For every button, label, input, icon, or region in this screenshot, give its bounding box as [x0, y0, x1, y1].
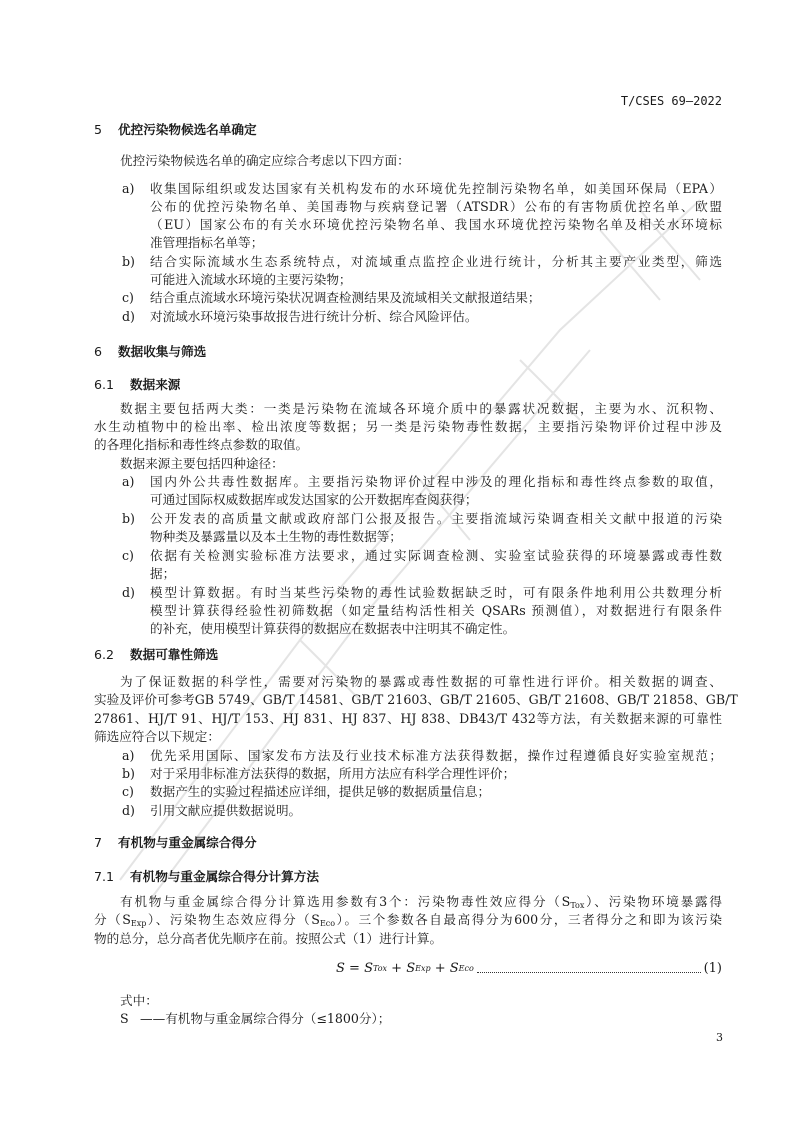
list-marker: a) — [122, 181, 135, 196]
formula-number: (1) — [703, 961, 722, 976]
where-label: 式中： — [120, 993, 158, 1008]
list-marker: b) — [122, 254, 135, 269]
list-item-line: 的补充，使用模型计算获得的数据应在数据表中注明其不确定性。 — [150, 621, 516, 636]
paragraph-line: 27861、HJ/T 91、HJ/T 153、HJ 831、HJ 837、HJ 838、DB43/T 432等方法，有关数据来源的可靠性 — [94, 711, 722, 726]
section-7-1-heading — [94, 867, 319, 887]
list-marker: b) — [122, 511, 135, 526]
paragraph-line: 的各理化指标和毒性终点参数的取值。 — [94, 437, 309, 452]
list-marker: d) — [122, 309, 135, 324]
subscript: Exp — [130, 919, 147, 928]
section-number: 6.2 — [94, 647, 115, 662]
definition-text: ——有机物与重金属综合得分（≤1800分）； — [140, 1011, 391, 1026]
paragraph-line: 为了保证数据的科学性，需要对污染物的暴露或毒性数据的可靠性进行评价。相关数据的调查、 — [120, 674, 722, 689]
formula-operator: + — [430, 961, 450, 976]
text: ）、污染物生态效应得分（S — [146, 912, 320, 927]
paragraph-line: 实验及评价可参考GB 5749、GB/T 14581、GB/T 21603、GB/T 21605、GB/T 21608、GB/T 21858、GB/T — [94, 692, 738, 707]
formula-subscript: Tox — [372, 964, 388, 973]
formula-symbol: S — [336, 961, 345, 976]
section-6-2-heading — [94, 645, 218, 665]
formula-symbol: S — [449, 961, 459, 976]
formula-1 — [336, 959, 722, 979]
section-title: 数据收集与筛选 — [118, 344, 207, 359]
section-title: 有机物与重金属综合得分计算方法 — [130, 869, 319, 884]
formula-symbol: S — [406, 961, 416, 976]
dot-leader — [477, 972, 701, 973]
list-marker: d) — [122, 803, 135, 818]
paragraph-line: 水生动植物中的检出率、检出浓度等数据；另一类是污染物毒性数据，主要指污染物评价过程中涉及 — [94, 419, 722, 434]
list-item-line: 据； — [150, 566, 176, 581]
document-number: T/CSES 69—2022 — [620, 94, 722, 108]
paragraph-line: 物的总分，总分高者优先顺序在前。按照公式（1）进行计算。 — [94, 931, 443, 946]
list-item-line: 依据有关检测实验标准方法要求，通过实际调查检测、实验室试验获得的环境暴露或毒性数 — [150, 548, 722, 563]
subscript: Eco — [319, 919, 336, 928]
list-marker: c) — [122, 290, 134, 305]
paragraph-line: 数据主要包括两大类：一类是污染物在流域各环境介质中的暴露状况数据，主要为水、沉积物、 — [120, 401, 722, 416]
list-marker: c) — [122, 548, 134, 563]
list-item-line: 公开发表的高质量文献或政府部门公报及报告。主要指流域污染调查相关文献中报道的污染 — [150, 511, 722, 526]
list-item-line: 准管理指标名单等； — [150, 235, 264, 250]
list-item-line: 可能进入流域水环境的主要污染物； — [150, 272, 352, 287]
formula-subscript: Exp — [415, 964, 431, 973]
section-7-heading — [94, 833, 257, 853]
section-number: 6.1 — [94, 377, 115, 392]
subscript: Tox — [570, 901, 585, 910]
section-number: 6 — [94, 344, 103, 359]
list-item-line: 模型计算数据。有时当某些污染物的毒性试验数据缺乏时，可有限条件地利用公共数理分析 — [150, 585, 722, 600]
text: ）。三个参数各自最高得分为600分，三者得分之和即为该污染 — [335, 912, 722, 927]
section-6-1-heading — [94, 375, 180, 395]
list-marker: d) — [122, 585, 135, 600]
paragraph-line: 数据来源主要包括四种途径： — [120, 456, 284, 471]
section-number: 7.1 — [94, 869, 115, 884]
list-item-line: 模型计算获得经验性初筛数据（如定量结构活性相关 QSARs 预测值），对数据进行有限条件 — [150, 603, 722, 618]
list-item-line: 引用文献应提供数据说明。 — [150, 803, 302, 818]
section-6-heading — [94, 342, 206, 362]
text: 分（S — [94, 912, 131, 927]
list-item-line: 对流域水环境污染事故报告进行统计分析、综合风险评估。 — [150, 309, 478, 324]
paragraph-line — [94, 911, 722, 929]
list-item-line: 可通过国际权威数据库或发达国家的公开数据库查阅获得； — [150, 492, 478, 507]
page-number: 3 — [716, 1031, 723, 1044]
list-item-line: 公布的优控污染物名单、美国毒物与疾病登记署（ATSDR）公布的有害物质优控名单、欧盟 — [150, 199, 722, 214]
formula-operator: = — [344, 961, 365, 976]
list-item-line: 数据产生的实验过程描述应详细，提供足够的数据质量信息； — [150, 784, 491, 799]
list-item-line: 国内外公共毒性数据库。主要指污染物评价过程中涉及的理化指标和毒性终点参数的取值， — [150, 474, 722, 489]
list-item-line: 优先采用国际、国家发布方法及行业技术标准方法获得数据，操作过程遵循良好实验室规范； — [150, 748, 722, 763]
list-item-line: （EU）国家公布的有关水环境优控污染物名单、我国水环境优控污染物名单及相关水环境标 — [150, 217, 722, 232]
paragraph: 优控污染物候选名单的确定应综合考虑以下四方面： — [120, 153, 410, 168]
formula-operator: + — [387, 961, 407, 976]
list-item-line: 物种类及暴露量以及本土生物的毒性数据等； — [150, 529, 402, 544]
paragraph-line: 筛选应符合以下规定： — [94, 729, 220, 744]
list-item-line: 结合重点流域水环境污染状况调查检测结果及流域相关文献报道结果； — [150, 290, 541, 305]
section-number: 7 — [94, 835, 103, 850]
section-5-heading — [94, 120, 257, 140]
definition-symbol: S — [120, 1011, 129, 1026]
list-marker: c) — [122, 784, 134, 799]
formula-subscript: Eco — [458, 964, 474, 973]
list-item-line: 结合实际流域水生态系统特点，对流域重点监控企业进行统计，分析其主要产业类型，筛选 — [150, 254, 722, 269]
list-marker: a) — [122, 748, 135, 763]
text: 有机物与重金属综合得分计算选用参数有3个：污染物毒性效应得分（S — [120, 894, 571, 909]
section-title: 优控污染物候选名单确定 — [118, 122, 257, 137]
list-marker: a) — [122, 474, 135, 489]
section-number: 5 — [94, 122, 103, 137]
list-marker: b) — [122, 766, 135, 781]
list-item-line: 对于采用非标准方法获得的数据，所用方法应有科学合理性评价； — [150, 766, 516, 781]
section-title: 数据来源 — [130, 377, 181, 392]
paragraph-line — [120, 893, 722, 911]
section-title: 有机物与重金属综合得分 — [118, 835, 257, 850]
formula-symbol: S — [364, 961, 373, 976]
list-item-line: 收集国际组织或发达国家有关机构发布的水环境优先控制污染物名单，如美国环保局（EPA） — [150, 181, 722, 196]
text: ）、污染物环境暴露得 — [584, 894, 723, 909]
section-title: 数据可靠性筛选 — [130, 647, 219, 662]
